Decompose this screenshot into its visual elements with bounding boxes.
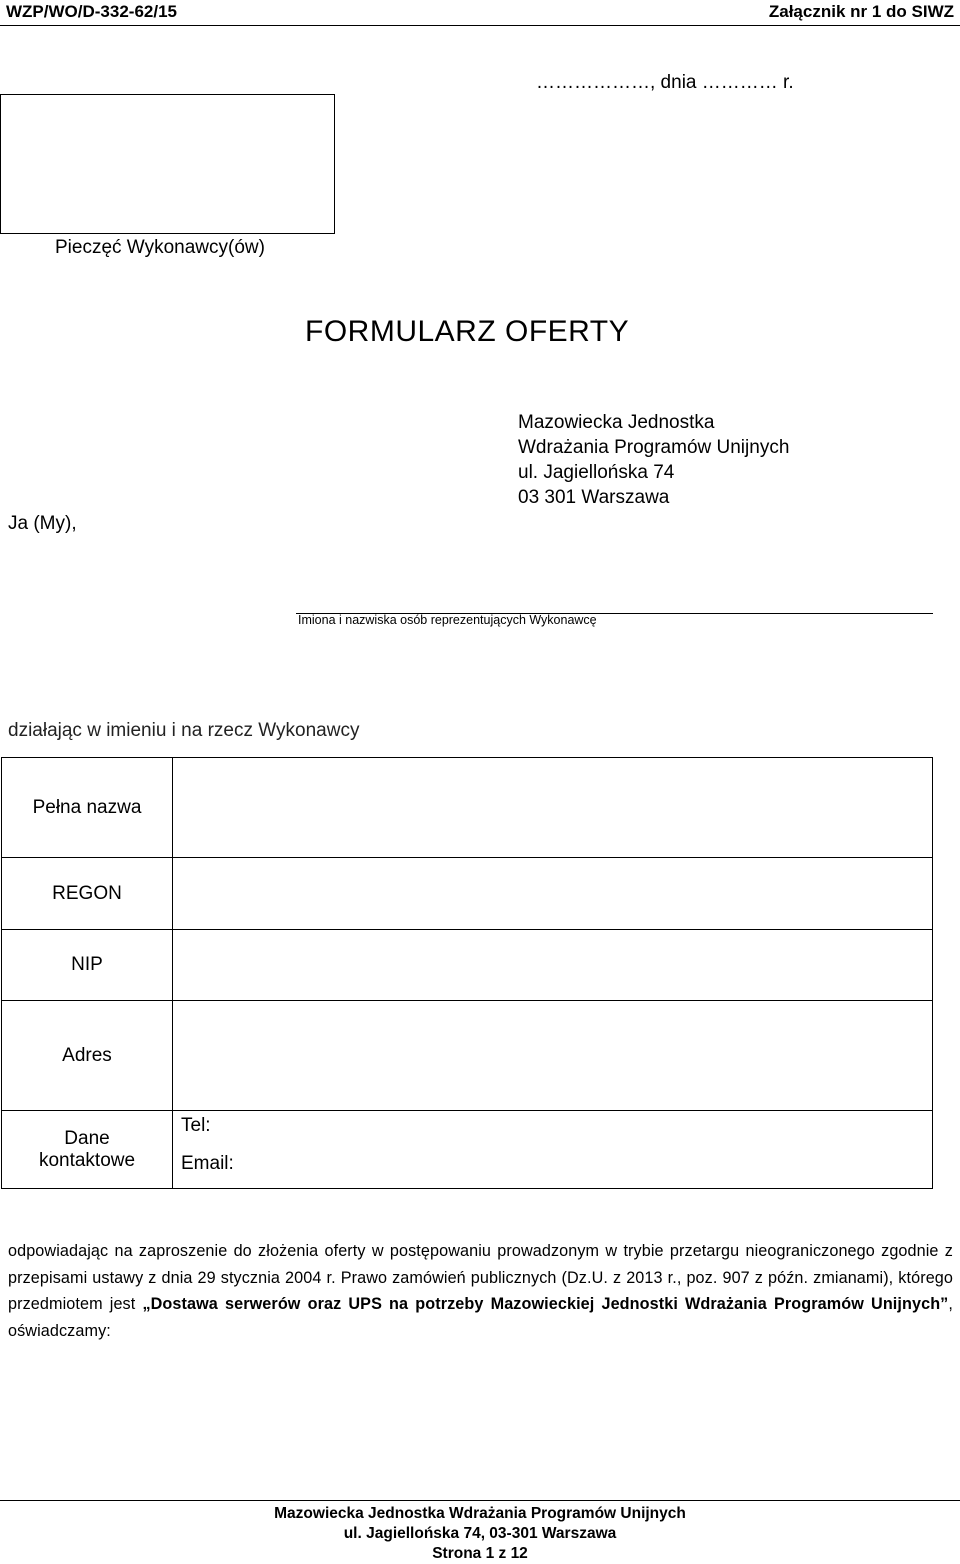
contact-field[interactable] bbox=[173, 1111, 933, 1189]
recipient-address bbox=[518, 410, 789, 510]
regon-field[interactable] bbox=[173, 858, 933, 930]
paragraph-text: odpowiadając na zaproszenie do złożenia oferty w postępowaniu prowadzonym w trybie przetargu nieograniczonego zgodnie z przepisami ustawy z dnia 29 stycznia 2004 r. Prawo zamówień publicznych (Dz.U. z 2013 r., poz. 907 z późn. zmianami), którego przedmiotem jest bbox=[8, 1242, 953, 1313]
page-footer bbox=[0, 1504, 960, 1564]
tel-label: Tel: bbox=[181, 1115, 211, 1136]
contractor-stamp-box bbox=[0, 94, 335, 234]
recipient-line-1: Mazowiecka Jednostka bbox=[518, 412, 715, 433]
nip-label: NIP bbox=[2, 930, 173, 1001]
address-field[interactable] bbox=[173, 1001, 933, 1111]
paragraph-ending: , oświadczamy: bbox=[8, 1295, 953, 1340]
table-row bbox=[2, 1111, 933, 1189]
recipient-line-2: Wdrażania Programów Unijnych bbox=[518, 437, 790, 458]
footer-institution: Mazowiecka Jednostka Wdrażania Programów Unijnych bbox=[274, 1505, 686, 1522]
offer-statement-paragraph bbox=[8, 1238, 953, 1344]
representatives-caption: Imiona i nazwiska osób reprezentujących Wykonawcę bbox=[298, 613, 597, 627]
contact-label bbox=[2, 1111, 173, 1189]
acting-on-behalf-text: działając w imieniu i na rzecz Wykonawcy bbox=[8, 720, 360, 741]
table-row bbox=[2, 858, 933, 930]
attachment-label: Załącznik nr 1 do SIWZ bbox=[768, 2, 954, 21]
contact-label-line-2: kontaktowe bbox=[38, 1149, 136, 1171]
full-name-field[interactable] bbox=[173, 758, 933, 858]
regon-label: REGON bbox=[2, 858, 173, 930]
table-row bbox=[2, 1001, 933, 1111]
footer-address: ul. Jagiellońska 74, 03-301 Warszawa bbox=[343, 1525, 617, 1542]
table-row bbox=[2, 758, 933, 858]
table-row bbox=[2, 930, 933, 1001]
document-reference: WZP/WO/D-332-62/15 bbox=[6, 2, 177, 21]
nip-field[interactable] bbox=[173, 930, 933, 1001]
ja-my-label: Ja (My), bbox=[8, 513, 77, 534]
procurement-subject: „Dostawa serwerów oraz UPS na potrzeby Mazowieckiej Jednostki Wdrażania Programów Unijnych” bbox=[142, 1295, 949, 1313]
page-number: Strona 1 z 12 bbox=[432, 1545, 528, 1562]
header-divider bbox=[0, 25, 960, 26]
contractor-info-table bbox=[1, 757, 933, 1189]
footer-divider bbox=[0, 1500, 960, 1501]
date-line: ………………, dnia ………… r. bbox=[536, 72, 794, 93]
stamp-label: Pieczęć Wykonawcy(ów) bbox=[55, 237, 265, 258]
recipient-line-4: 03 301 Warszawa bbox=[518, 487, 670, 508]
form-title: FORMULARZ OFERTY bbox=[305, 315, 630, 348]
contact-label-line-1: Dane bbox=[64, 1127, 110, 1149]
recipient-line-3: ul. Jagiellońska 74 bbox=[518, 462, 675, 483]
address-label: Adres bbox=[2, 1001, 173, 1111]
email-label: Email: bbox=[181, 1153, 234, 1174]
full-name-label: Pełna nazwa bbox=[2, 758, 173, 858]
